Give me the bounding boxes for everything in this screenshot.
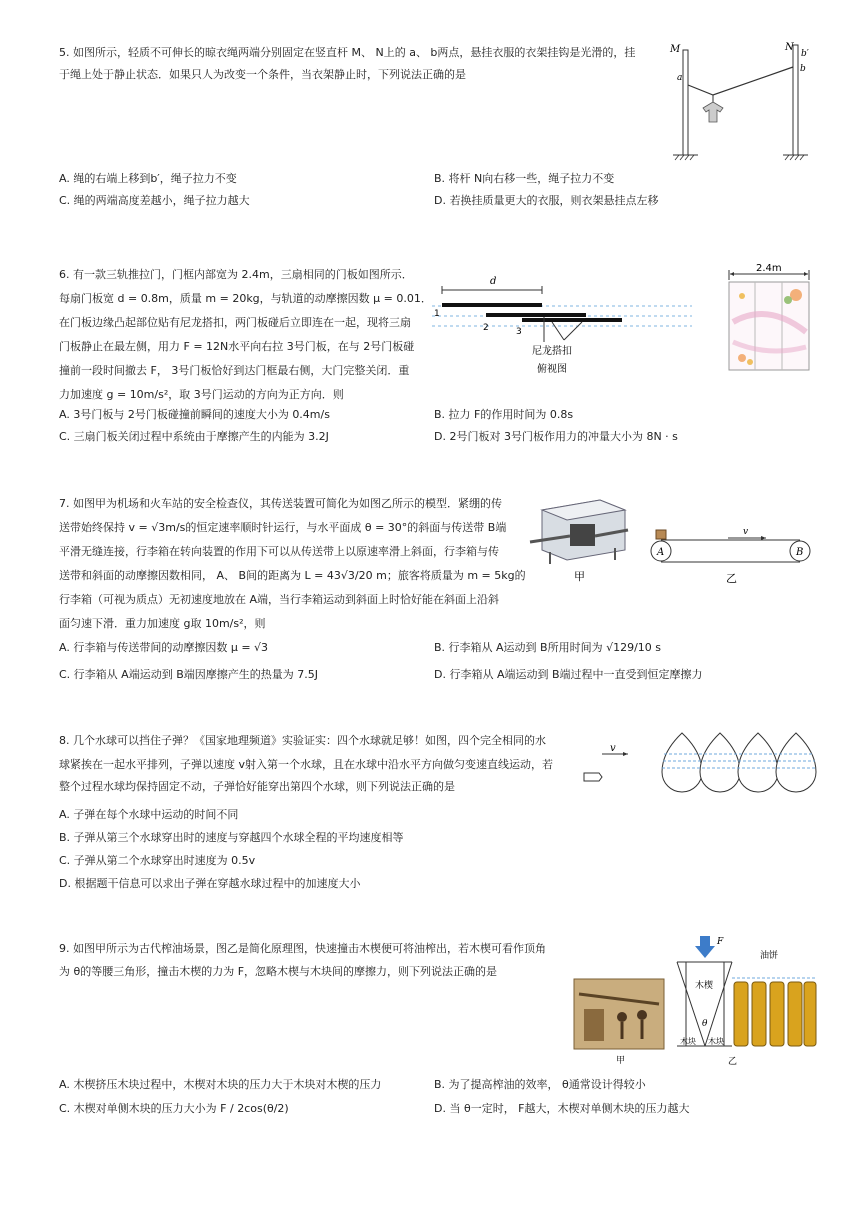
label-theta: θ [702, 1019, 708, 1029]
label-N: N [785, 42, 794, 53]
label-d: d [490, 276, 497, 287]
label-oil: 油饼 [760, 951, 779, 961]
label-1: 1 [434, 309, 440, 319]
q5-line-1: 5. 如图所示，轻质不可伸长的晾衣绳两端分别固定在竖直杆 M、 N上的 a、 b两点，悬挂衣服的衣架挂钩是光滑的，挂 [59, 46, 636, 59]
q8-option-c[interactable]: C. 子弹从第二个水球穿出时速度为 0.5v [59, 854, 256, 867]
q8-option-d[interactable]: D. 根据题干信息可以求出子弹在穿越水球过程中的加速度大小 [59, 877, 361, 890]
q9-option-b[interactable]: B. 为了提高榨油的效率， θ通常设计得较小 [434, 1078, 646, 1091]
q7-line-5: 行李箱（可视为质点）无初速度地放在 A端，当行李箱运动到斜面上时恰好能在斜面上沿斜 [59, 593, 500, 606]
label-jia: 甲 [616, 1056, 626, 1066]
q7-option-c[interactable]: C. 行李箱从 A端运动到 B端因摩擦产生的热量为 7.5J [59, 668, 318, 681]
q5-option-c[interactable]: C. 绳的两端高度差越小，绳子拉力越大 [59, 194, 250, 207]
q7-line-4: 送带和斜面的动摩擦因数相同， A、 B间的距离为 L = 43√3/20 m；旅客将质量为 m = 5kg的 [59, 569, 526, 582]
q8-line-2: 球紧挨在一起水平排列，子弹以速度 v射入第一个水球，且在水球中沿水平方向做匀变速直线运动，若 [59, 758, 554, 771]
q5-line-2: 于绳上处于静止状态．如果只人为改变一个条件，当衣架静止时，下列说法正确的是 [59, 68, 466, 81]
label-v: v [610, 743, 616, 754]
label-a: a [677, 73, 683, 83]
label-b: b [800, 64, 806, 74]
q9-wedge-diagram [672, 934, 817, 1069]
q6-line-5: 撞前一段时间撤去 F， 3号门板恰好到达门框最右侧，大门完整关闭．重 [59, 364, 410, 377]
q7-line-1: 7. 如图甲为机场和火车站的安全检查仪，其传送装置可简化为如图乙所示的模型．紧绷的传 [59, 497, 502, 510]
label-nylon: 尼龙搭扣 [532, 346, 572, 357]
label-2: 2 [483, 323, 489, 333]
q7-option-d[interactable]: D. 行李箱从 A端运动到 B端过程中一直受到恒定摩擦力 [434, 668, 703, 681]
q6-option-b[interactable]: B. 拉力 F的作用时间为 0.8s [434, 408, 574, 421]
label-block-right: 木块 [708, 1037, 724, 1046]
label-width: 2.4m [756, 263, 782, 274]
q8-line-3: 整个过程水球均保持固定不动，子弹恰好能穿出第四个水球，则下列说法正确的是 [59, 780, 455, 793]
q5-option-b[interactable]: B. 将杆 N向右移一些，绳子拉力不变 [434, 172, 615, 185]
label-M: M [670, 44, 681, 55]
label-yi: 乙 [728, 1057, 738, 1067]
q7-option-b[interactable]: B. 行李箱从 A运动到 B所用时间为 √129/10 s [434, 641, 662, 654]
q8-line-1: 8. 几个水球可以挡住子弹？《国家地理频道》实验证实：四个水球就足够！如图，四个完全相同的水 [59, 734, 546, 747]
q9-ancient-press-image [574, 979, 666, 1065]
label-v: v [743, 527, 749, 537]
q6-option-d[interactable]: D. 2号门板对 3号门板作用力的冲量大小为 8N · s [434, 430, 678, 443]
label-b-prime: b′ [801, 49, 809, 59]
q8-option-a[interactable]: A. 子弹在每个水球中运动的时间不同 [59, 808, 239, 821]
q9-option-c[interactable]: C. 木楔对单侧木块的压力大小为 F / 2cos(θ/2) [59, 1102, 289, 1115]
q7-conveyor-diagram [648, 526, 813, 584]
q7-option-a[interactable]: A. 行李箱与传送带间的动摩擦因数 μ = √3 [59, 641, 269, 654]
q6-option-a[interactable]: A. 3号门板与 2号门板碰撞前瞬间的速度大小为 0.4m/s [59, 408, 330, 421]
label-jia: 甲 [574, 570, 585, 583]
q7-xray-machine [530, 492, 630, 582]
q7-line-2: 送带始终保持 v = √3m/s的恒定速率顺时针运行，与水平面成 θ = 30°的斜面与传送带 B端 [59, 521, 507, 534]
q9-option-a[interactable]: A. 木楔挤压木块过程中，木楔对木块的压力大于木块对木楔的压力 [59, 1078, 382, 1091]
q6-line-4: 门板静止在最左侧，用力 F = 12N水平向右拉 3号门板，在与 2号门板碰 [59, 340, 415, 353]
q7-line-6: 面匀速下滑．重力加速度 g取 10m/s²，则 [59, 617, 266, 630]
q9-line-2: 为 θ的等腰三角形，撞击木楔的力为 F，忽略木楔与木块间的摩擦力，则下列说法正确的是 [59, 965, 498, 978]
q6-option-c[interactable]: C. 三扇门板关闭过程中系统由于摩擦产生的内能为 3.2J [59, 430, 329, 443]
q6-line-1: 6. 有一款三轨推拉门，门框内部宽为 2.4m，三扇相同的门板如图所示． [59, 268, 413, 281]
label-B: B [796, 547, 804, 558]
q6-line-2: 每扇门板宽 d = 0.8m，质量 m = 20kg，与轨道的动摩擦因数 μ = 0.01． [59, 292, 432, 305]
label-F: F [717, 937, 724, 947]
q6-door-photo [728, 262, 810, 372]
q7-line-3: 平滑无缝连接，行李箱在转向装置的作用下可以从传送带上以原速率滑上斜面，行李箱与传 [59, 545, 499, 558]
label-view: 俯视图 [537, 364, 567, 375]
q9-line-1: 9. 如图甲所示为古代榨油场景，图乙是简化原理图，快速撞击木楔便可将油榨出，若木楔可看作顶角 [59, 942, 546, 955]
q6-door-diagram [432, 272, 692, 382]
label-3: 3 [516, 327, 522, 337]
q9-option-d[interactable]: D. 当 θ一定时， F越大，木楔对单侧木块的压力越大 [434, 1102, 690, 1115]
label-wedge: 木楔 [695, 981, 714, 991]
q5-option-d[interactable]: D. 若换挂质量更大的衣服，则衣架悬挂点左移 [434, 194, 659, 207]
q8-option-b[interactable]: B. 子弹从第三个水球穿出时的速度与穿越四个水球全程的平均速度相等 [59, 831, 404, 844]
label-yi: 乙 [726, 572, 737, 585]
q5-option-a[interactable]: A. 绳的右端上移到b′，绳子拉力不变 [59, 172, 237, 185]
q8-water-balls [582, 730, 817, 800]
q6-line-3: 在门板边缘凸起部位贴有尼龙搭扣，两门板碰后立即连在一起，现将三扇 [59, 316, 411, 329]
q5-figure [668, 40, 818, 162]
label-A: A [657, 547, 665, 558]
label-block-left: 木块 [680, 1037, 696, 1046]
q6-line-6: 力加速度 g = 10m/s²，取 3号门运动的方向为正方向．则 [59, 388, 344, 401]
